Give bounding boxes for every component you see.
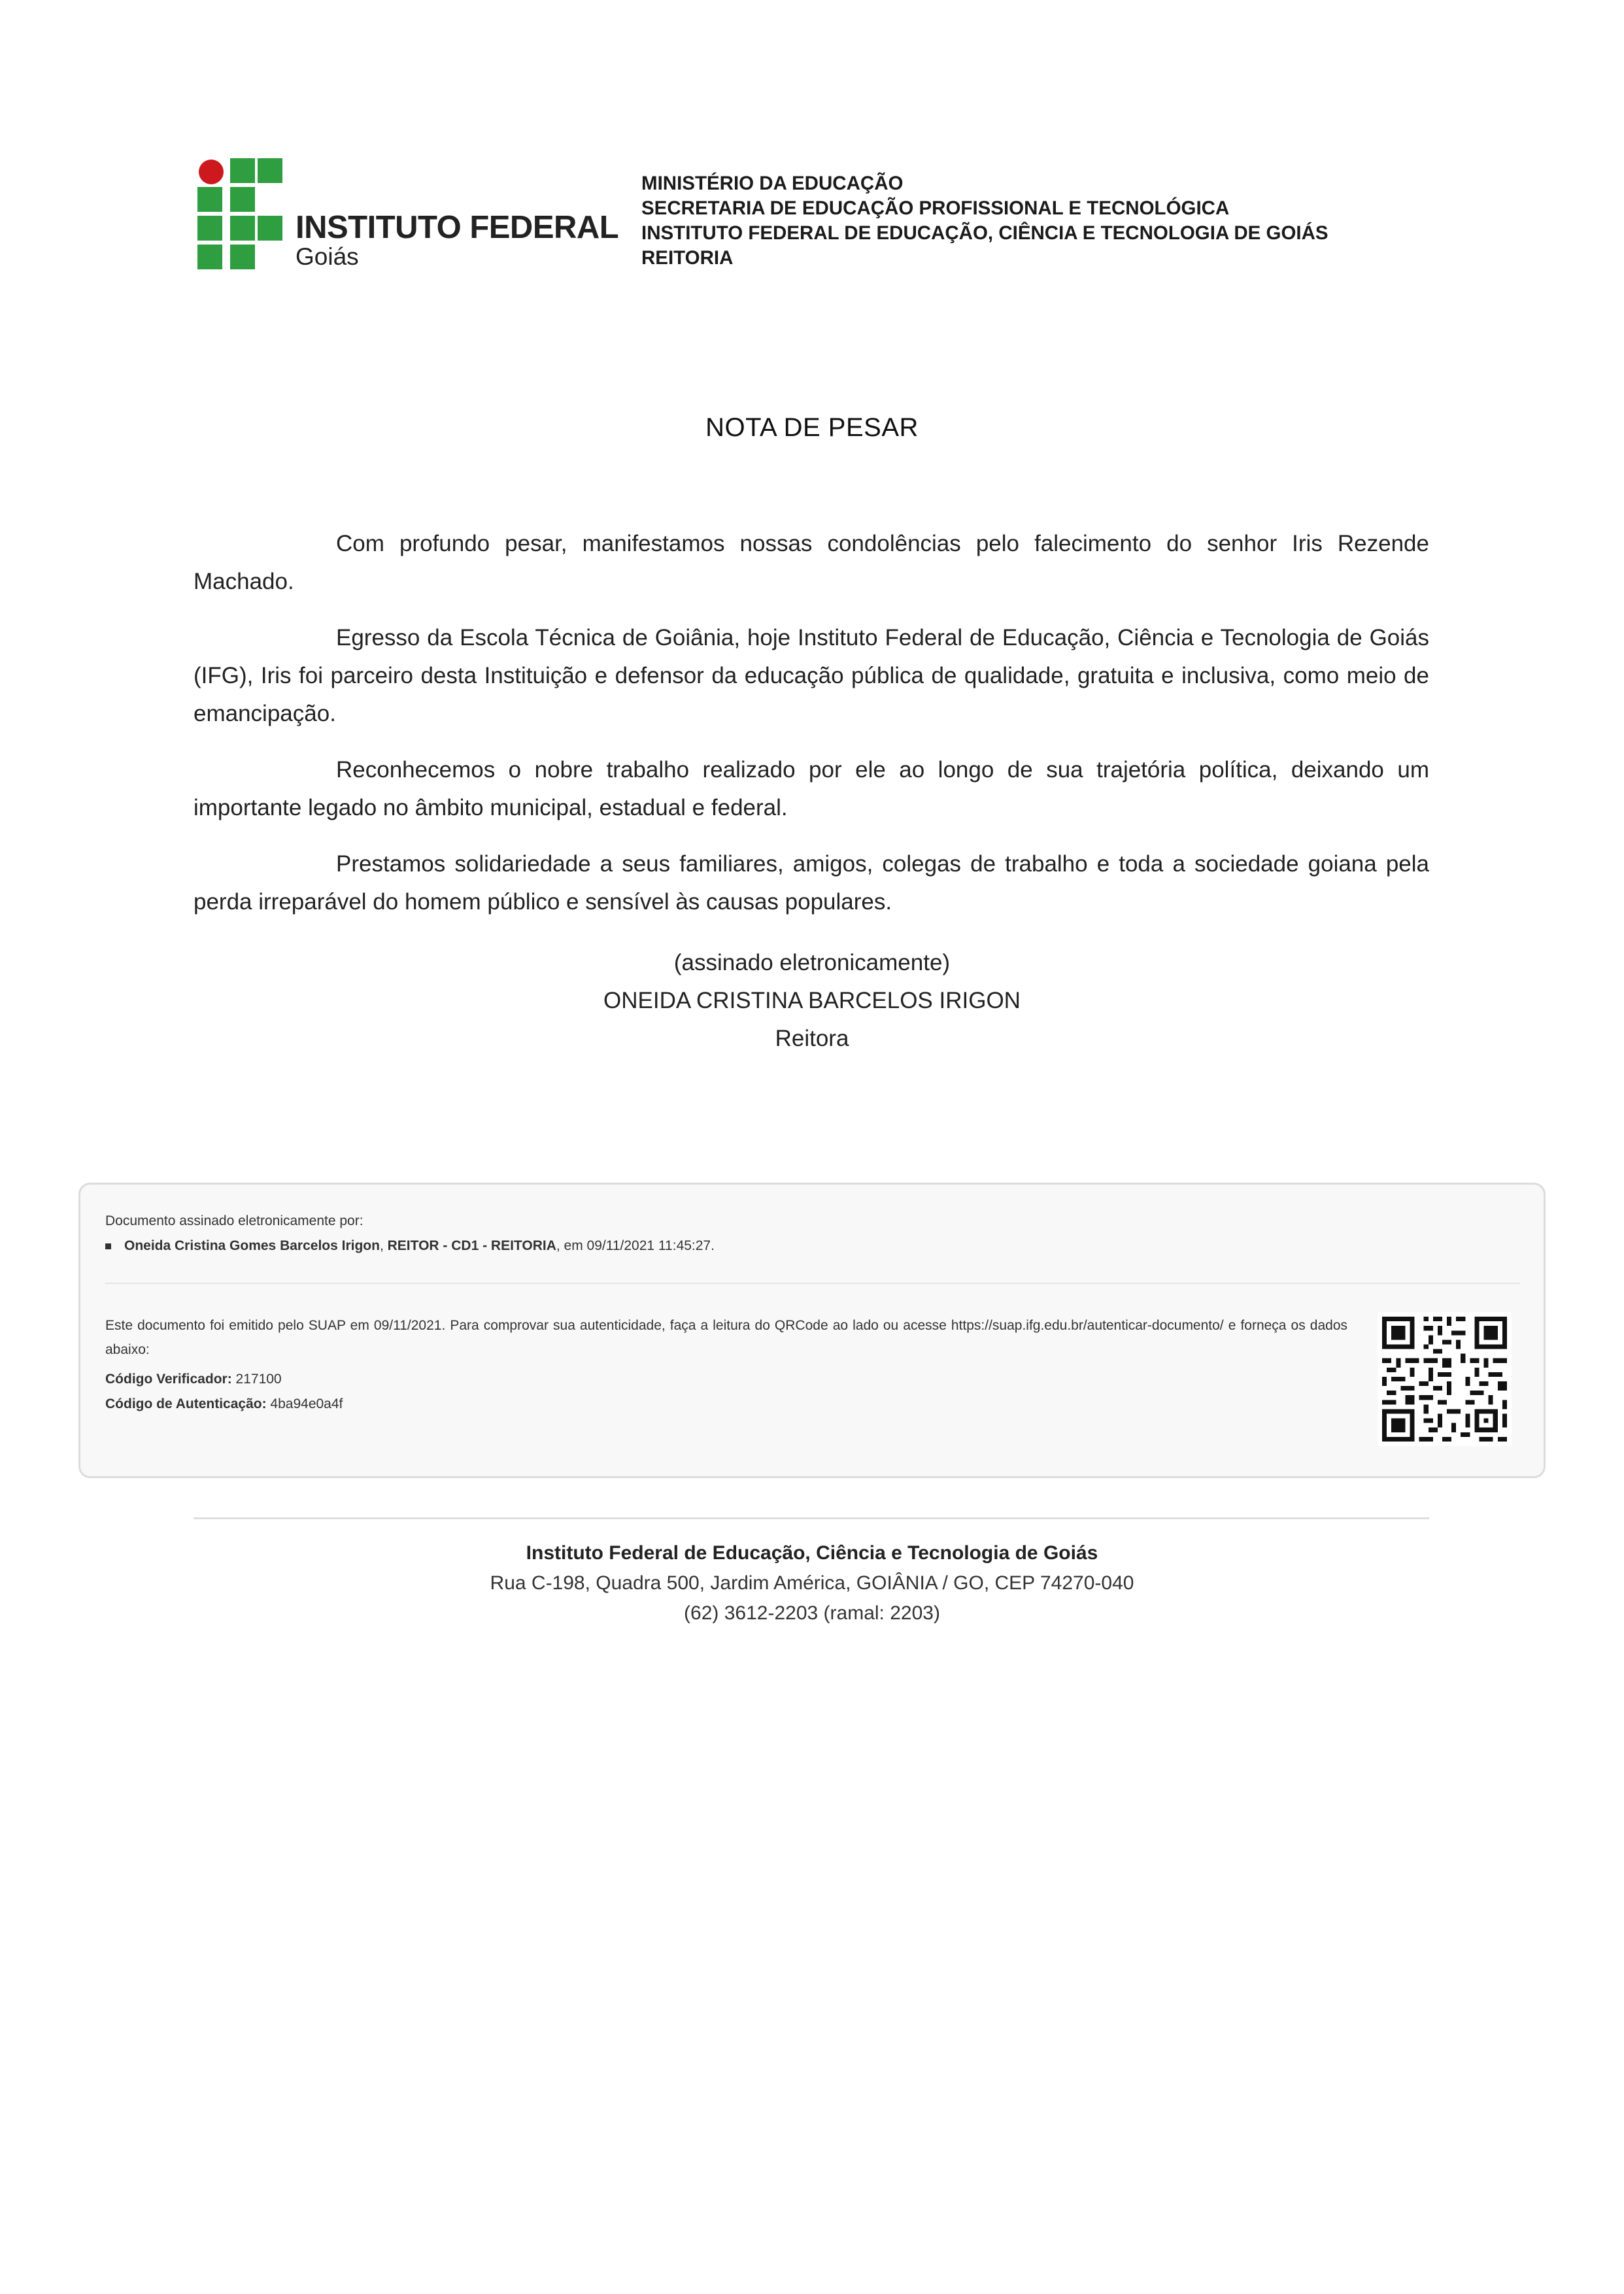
logo-red-dot (199, 160, 224, 184)
paragraph: Reconhecemos o nobre trabalho realizado por ele ao longo de sua trajetória política, deixando um importante legado no âmbito municipal, estadual e federal. (194, 757, 1429, 820)
logo-wordmark: INSTITUTO FEDERAL (296, 210, 619, 245)
divider (105, 1283, 1520, 1284)
footer (0, 1538, 1624, 1628)
authentication-code (105, 1396, 343, 1412)
verifier-code-label: Código Verificador: (105, 1372, 232, 1387)
paragraph: Egresso da Escola Técnica de Goiânia, hoje Instituto Federal de Educação, Ciência e Tecnologia de Goiás (IFG), Iris foi parceiro desta Instituição e defensor da educação pública de qualidade, gratuita e inclusiva, como meio de emancipação. (194, 625, 1429, 726)
signer-full-name: Oneida Cristina Gomes Barcelos Irigon (124, 1238, 380, 1253)
institution-header (641, 171, 1491, 271)
signer-position: REITOR - CD1 - REITORIA (387, 1238, 556, 1253)
signer-list-item (105, 1238, 715, 1254)
paragraph: Com profundo pesar, manifestamos nossas condolências pelo falecimento do senhor Iris Rezende Machado. (194, 531, 1429, 594)
authentication-code-value: 4ba94e0a4f (270, 1396, 343, 1411)
header-line-secretariat: SECRETARIA DE EDUCAÇÃO PROFISSIONAL E TECNOLÓGICA (641, 197, 1230, 219)
verifier-code (105, 1372, 282, 1387)
document-title: NOTA DE PESAR (705, 413, 919, 442)
authentication-box (78, 1183, 1546, 1478)
signer-role: Reitora (775, 1026, 849, 1051)
signed-by-label: Documento assinado eletronicamente por: (105, 1213, 364, 1228)
header-line-rectory: REITORIA (641, 247, 734, 269)
footer-institution-name: Instituto Federal de Educação, Ciência e Tecnologia de Goiás (526, 1542, 1098, 1564)
verifier-code-value: 217100 (235, 1372, 282, 1387)
signature-date: , em 09/11/2021 11:45:27. (556, 1238, 715, 1253)
footer-divider (194, 1517, 1429, 1519)
footer-address: Rua C-198, Quadra 500, Jardim América, GOIÂNIA / GO, CEP 74270-040 (490, 1572, 1134, 1594)
signer-name: ONEIDA CRISTINA BARCELOS IRIGON (603, 988, 1021, 1013)
emission-text: Este documento foi emitido pelo SUAP em 09/11/2021. Para comprovar sua autenticidade, faça a leitura do QRCode ao lado ou acesse https://suap.ifg.edu.br/autenticar-documento/ e forneça os dados abaixo: (105, 1318, 1347, 1357)
paragraph: Prestamos solidariedade a seus familiares, amigos, colegas de trabalho e toda a sociedade goiana pela perda irreparável do homem público e sensível às causas populares. (194, 851, 1429, 915)
signature-note: (assinado eletronicamente) (673, 950, 951, 975)
header-line-ministry: MINISTÉRIO DA EDUCAÇÃO (641, 173, 904, 194)
header-line-institute: INSTITUTO FEDERAL DE EDUCAÇÃO, CIÊNCIA E TECNOLOGIA DE GOIÁS (641, 222, 1328, 244)
signer-separator: , (379, 1238, 388, 1253)
authentication-code-label: Código de Autenticação: (105, 1396, 267, 1411)
logo-subtitle: Goiás (296, 243, 359, 270)
bullet-icon (105, 1243, 111, 1249)
footer-phone: (62) 3612-2203 (ramal: 2203) (684, 1602, 940, 1624)
signature-block (0, 944, 1624, 1058)
document-body (194, 525, 1429, 939)
qr-code-icon[interactable] (1378, 1312, 1512, 1446)
institute-logo (197, 158, 622, 271)
